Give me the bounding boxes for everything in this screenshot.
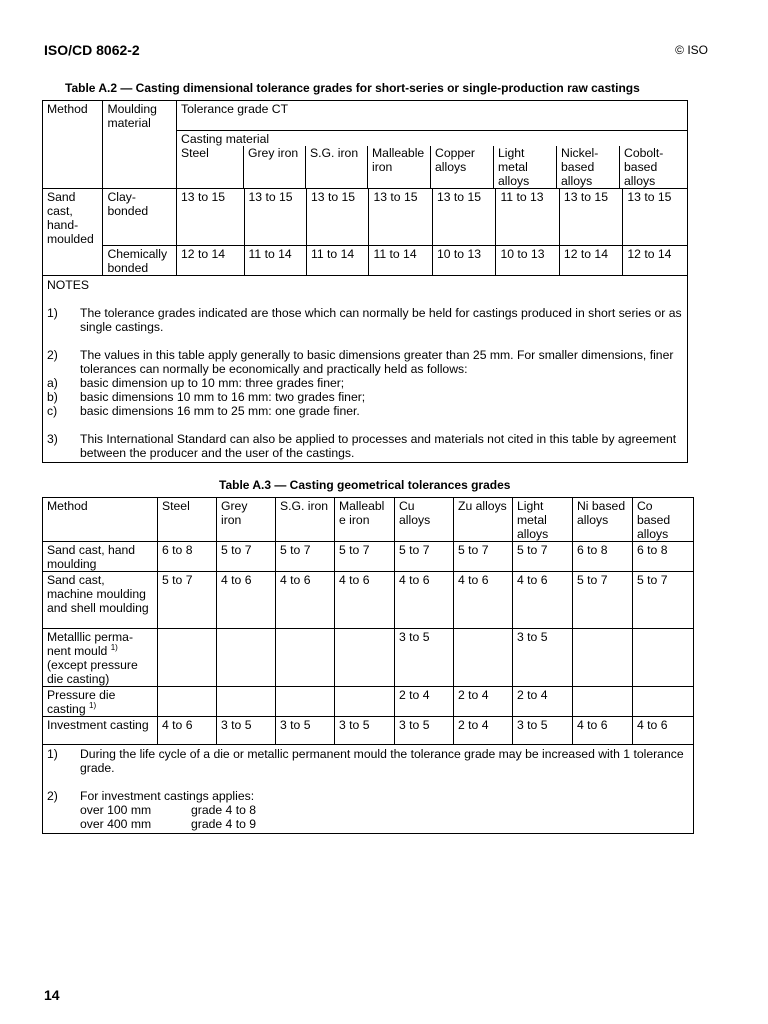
value-cell (335, 629, 395, 687)
investment-grade: grade 4 to 9 (191, 817, 257, 831)
method-text: Pressure die casting (47, 688, 116, 716)
value-cell: 5 to 7 (276, 542, 335, 572)
value-cell: 12 to 14 (559, 246, 622, 276)
value-cell (573, 687, 633, 717)
value-cell: 2 to 4 (513, 687, 573, 717)
material-header: Nickel-based alloys (557, 146, 620, 188)
value-cell: 13 to 15 (432, 189, 495, 246)
note-number: 2) (47, 789, 58, 803)
value-cell: 12 to 14 (623, 246, 688, 276)
value-cell: 13 to 15 (177, 189, 245, 246)
material-header: Steel (177, 146, 244, 188)
value-cell: 3 to 5 (395, 717, 454, 745)
note-number: 3) (47, 432, 58, 446)
footnote-ref: 1) (89, 701, 97, 710)
value-cell (276, 629, 335, 687)
sub-item-label: c) (47, 404, 58, 418)
value-cell: 2 to 4 (454, 717, 513, 745)
value-cell (633, 687, 694, 717)
investment-grade: grade 4 to 8 (191, 803, 257, 817)
copyright-notice: © ISO (675, 43, 708, 57)
value-cell: 10 to 13 (496, 246, 559, 276)
note-text: For investment castings applies: (80, 789, 255, 803)
value-cell: 5 to 7 (158, 572, 217, 629)
note-3 (47, 432, 683, 460)
material-header-row (177, 146, 687, 188)
value-cell: 3 to 5 (395, 629, 454, 687)
value-cell: 5 to 7 (335, 542, 395, 572)
value-cell: 4 to 6 (335, 572, 395, 629)
note-text: This International Standard can also be applied to processes and materials not cited in this table by agreement between the producer and the user of the castings. (80, 432, 677, 460)
method-cell (43, 687, 158, 717)
material-header: S.G. iron (306, 146, 368, 188)
investment-size: over 400 mm (80, 817, 152, 831)
value-cell: 10 to 13 (432, 246, 495, 276)
value-cell: 3 to 5 (335, 717, 395, 745)
value-cell (633, 629, 694, 687)
notes-title: NOTES (47, 278, 89, 292)
note-1 (47, 747, 689, 775)
note-1 (47, 306, 683, 334)
header-cu-alloys: Cu alloys (395, 498, 454, 542)
value-cell: 3 to 5 (217, 717, 276, 745)
value-cell: 3 to 5 (276, 717, 335, 745)
value-cell: 11 to 14 (369, 246, 432, 276)
casting-material-block (177, 131, 688, 189)
material-header: Cobolt-based alloys (624, 146, 664, 188)
note-number: 1) (47, 306, 58, 320)
value-cell: 13 to 15 (244, 189, 306, 246)
note-number: 1) (47, 747, 58, 761)
material-header: Malleable iron (368, 146, 431, 188)
sub-item-text: basic dimension up to 10 mm: three grades finer; (80, 376, 345, 390)
value-cell: 6 to 8 (633, 542, 694, 572)
sub-item-text: basic dimensions 10 mm to 16 mm: two grades finer; (80, 390, 366, 404)
investment-line (47, 817, 689, 831)
value-cell: 13 to 15 (623, 189, 688, 246)
method-cell: Investment casting (43, 717, 158, 745)
value-cell: 3 to 5 (513, 717, 573, 745)
value-cell: 5 to 7 (513, 542, 573, 572)
header-grey-iron: Grey iron (217, 498, 276, 542)
table-a3 (42, 497, 694, 834)
sub-item-label: b) (47, 390, 58, 404)
value-cell: 13 to 15 (559, 189, 622, 246)
table-a3-caption: Table A.3 — Casting geometrical tolerances grades (219, 478, 511, 492)
footnote-ref: 1) (110, 643, 118, 652)
notes-cell (43, 276, 688, 463)
value-cell: 12 to 14 (177, 246, 245, 276)
page-number: 14 (44, 987, 60, 1003)
value-cell: 11 to 13 (496, 189, 559, 246)
value-cell: 5 to 7 (395, 542, 454, 572)
value-cell (454, 629, 513, 687)
value-cell: 4 to 6 (395, 572, 454, 629)
header-sg-iron: S.G. iron (276, 498, 335, 542)
value-cell: 3 to 5 (513, 629, 573, 687)
method-text-continued: (except pressure die casting) (47, 658, 138, 686)
sub-item-label: a) (47, 376, 58, 390)
value-cell (158, 687, 217, 717)
sub-item-text: basic dimensions 16 mm to 25 mm: one grade finer. (80, 404, 360, 418)
material-header: Grey iron (244, 146, 306, 188)
value-cell: 5 to 7 (217, 542, 276, 572)
method-cell: Sand cast, hand-moulded (43, 189, 103, 276)
method-cell: Sand cast, machine moulding and shell moulding (43, 572, 158, 629)
value-cell (217, 629, 276, 687)
header-co-based-alloys: Co based alloys (633, 498, 694, 542)
header-method: Method (43, 101, 103, 189)
value-cell: 4 to 6 (513, 572, 573, 629)
value-cell: 4 to 6 (573, 717, 633, 745)
document-id: ISO/CD 8062-2 (44, 42, 140, 58)
value-cell: 4 to 6 (454, 572, 513, 629)
header-steel: Steel (158, 498, 217, 542)
note-text: The values in this table apply generally to basic dimensions greater than 25 mm. For smaller dimensions, finer tolerances can normally be economically and practically held as follows: (80, 348, 674, 376)
note-text: During the life cycle of a die or metallic permanent mould the tolerance grade may be increased with 1 tolerance grade. (80, 747, 684, 775)
sub-item (47, 376, 683, 390)
moulding-cell: Chemically bonded (103, 246, 177, 276)
header-zu-alloys: Zu alloys (454, 498, 513, 542)
material-header: Light metal alloys (494, 146, 557, 188)
value-cell: 6 to 8 (158, 542, 217, 572)
value-cell: 4 to 6 (217, 572, 276, 629)
investment-size: over 100 mm (80, 803, 152, 817)
moulding-cell: Clay-bonded (103, 189, 177, 246)
value-cell: 5 to 7 (573, 572, 633, 629)
header-tolerance-grade: Tolerance grade CT (177, 101, 688, 131)
sub-item (47, 390, 683, 404)
note-2 (47, 789, 689, 803)
value-cell: 5 to 7 (633, 572, 694, 629)
header-casting-material: Casting material (181, 132, 270, 146)
header-moulding-material: Moulding material (103, 101, 177, 189)
header-ni-based-alloys: Ni based alloys (573, 498, 633, 542)
note-text: The tolerance grades indicated are those which can normally be held for castings produced in short series or as single castings. (80, 306, 682, 334)
header-light-metal-alloys: Light metal alloys (513, 498, 573, 542)
material-header: Copper alloys (431, 146, 494, 188)
notes-cell (43, 745, 694, 834)
value-cell (158, 629, 217, 687)
value-cell: 13 to 15 (369, 189, 432, 246)
value-cell (276, 687, 335, 717)
value-cell: 4 to 6 (158, 717, 217, 745)
method-text: Metalllic perma-nent mould (47, 630, 134, 658)
sub-item (47, 404, 683, 418)
value-cell (573, 629, 633, 687)
method-cell (43, 629, 158, 687)
value-cell (217, 687, 276, 717)
header-method: Method (43, 498, 158, 542)
method-cell: Sand cast, hand moulding (43, 542, 158, 572)
value-cell: 2 to 4 (395, 687, 454, 717)
value-cell: 6 to 8 (573, 542, 633, 572)
value-cell: 4 to 6 (276, 572, 335, 629)
note-number: 2) (47, 348, 58, 362)
table-a2 (42, 100, 688, 463)
value-cell: 13 to 15 (307, 189, 369, 246)
value-cell: 4 to 6 (633, 717, 694, 745)
value-cell: 11 to 14 (244, 246, 306, 276)
value-cell: 2 to 4 (454, 687, 513, 717)
header-malleable-iron: Malleable iron (335, 498, 395, 542)
value-cell: 5 to 7 (454, 542, 513, 572)
table-a2-caption: Table A.2 — Casting dimensional tolerance grades for short-series or single-production raw castings (65, 81, 640, 95)
investment-line (47, 803, 689, 817)
value-cell: 11 to 14 (307, 246, 369, 276)
value-cell (335, 687, 395, 717)
note-2 (47, 348, 683, 376)
